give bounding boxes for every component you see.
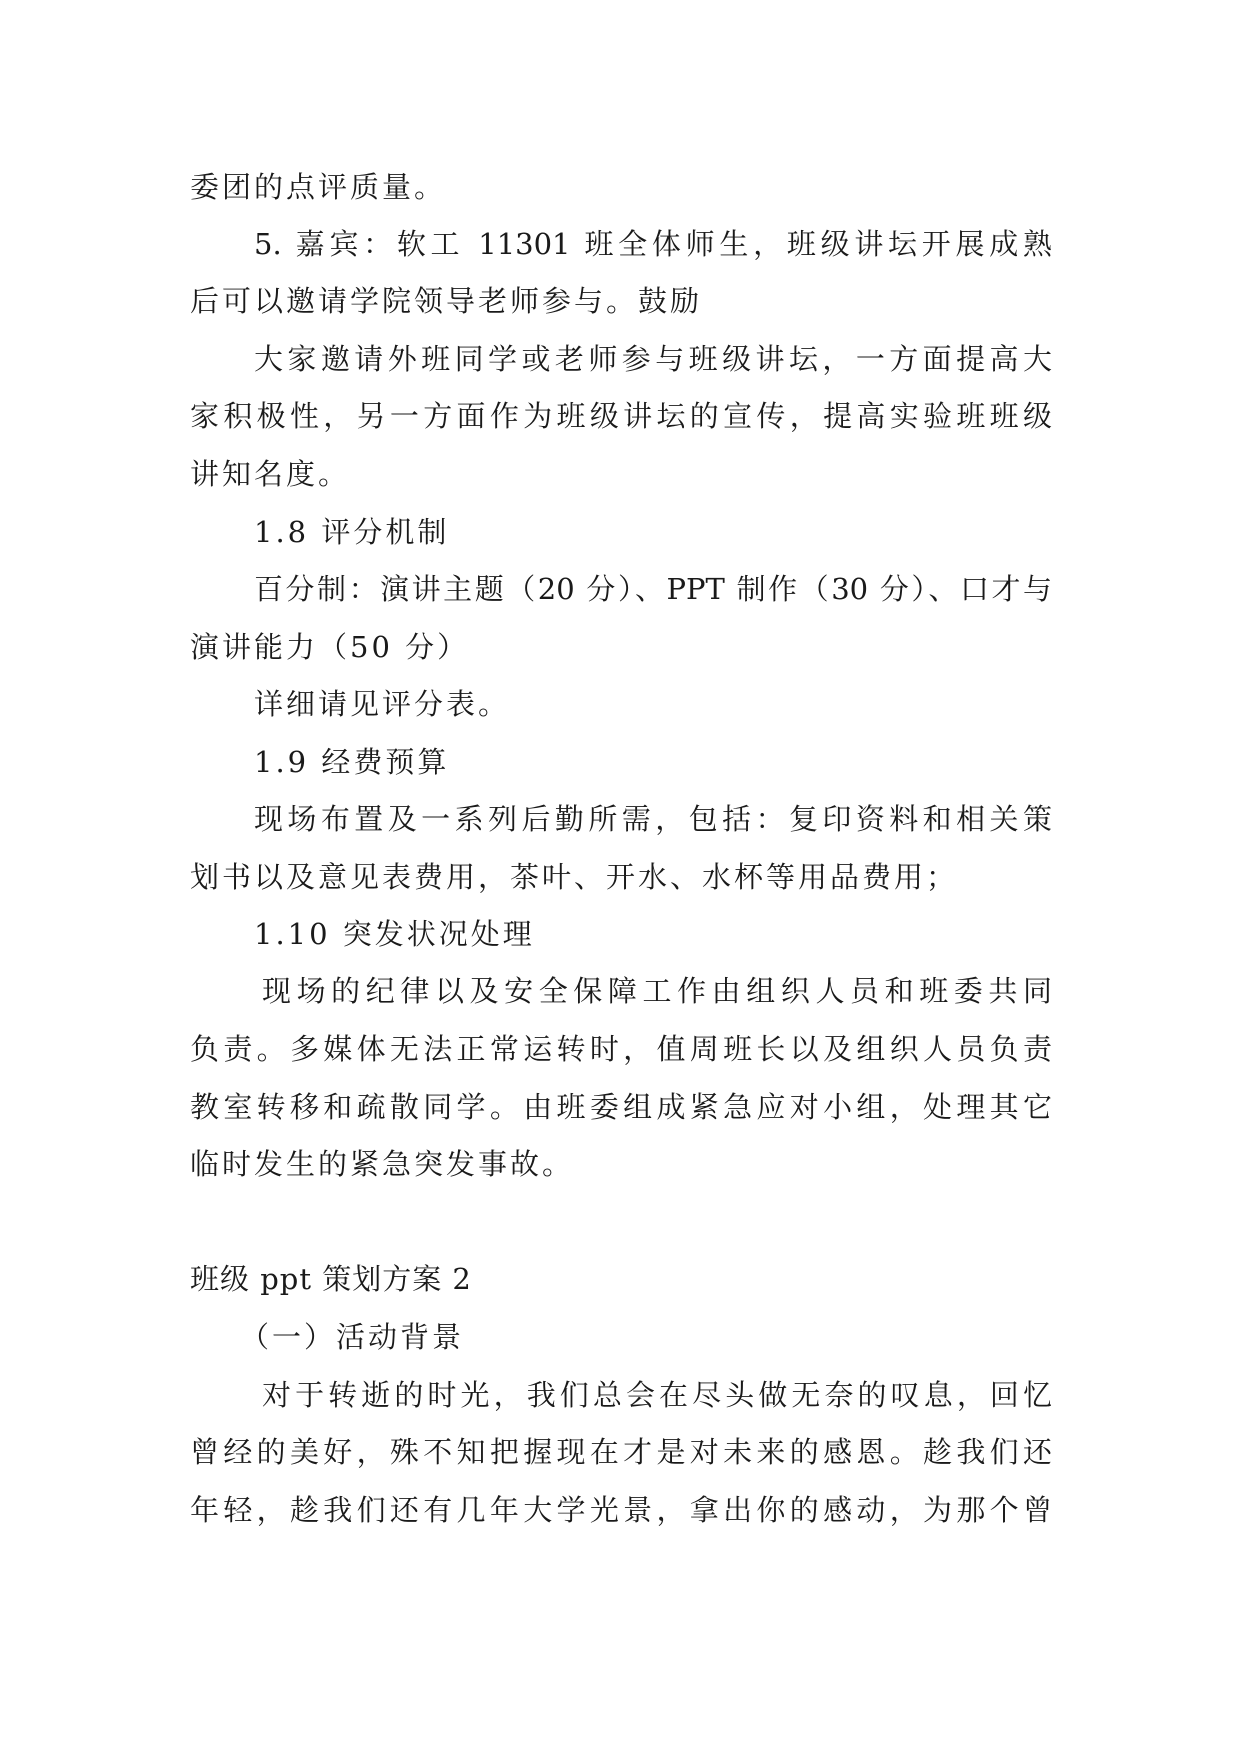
paragraph-line: 年轻，趁我们还有几年大学光景，拿出你的感动，为那个曾 <box>190 1493 1052 1527</box>
guest-item-line: 5. 嘉宾：软工 11301 班全体师生，班级讲坛开展成熟 <box>254 227 1052 261</box>
paragraph-line: 划书以及意见表费用，茶叶、开水、水杯等用品费用； <box>190 860 959 894</box>
paragraph-line: 大家邀请外班同学或老师参与班级讲坛，一方面提高大 <box>254 342 1052 376</box>
paragraph-line: 后可以邀请学院领导老师参与。鼓励 <box>190 284 703 318</box>
document-title: 班级 ppt 策划方案 2 <box>190 1262 472 1296</box>
paragraph-line: 详细请见评分表。 <box>254 687 511 721</box>
section-heading-background: （一）活动背景 <box>240 1320 465 1354</box>
paragraph-line: 负责。多媒体无法正常运转时，值周班长以及组织人员负责 <box>190 1032 1052 1066</box>
paragraph-line: 演讲能力（50 分） <box>190 630 470 664</box>
paragraph-line: 临时发生的紧急突发事故。 <box>190 1147 575 1181</box>
paragraph-line: 委团的点评质量。 <box>190 170 447 204</box>
paragraph-line: 现场布置及一系列后勤所需，包括：复印资料和相关策 <box>254 802 1052 836</box>
section-heading-budget: 1.9 经费预算 <box>254 745 450 779</box>
paragraph-line: 对于转逝的时光，我们总会在尽头做无奈的叹息，回忆 <box>262 1378 1052 1412</box>
paragraph-line: 现场的纪律以及安全保障工作由组织人员和班委共同 <box>262 974 1052 1008</box>
paragraph-line: 曾经的美好，殊不知把握现在才是对未来的感恩。趁我们还 <box>190 1435 1052 1469</box>
section-heading-scoring: 1.8 评分机制 <box>254 515 450 549</box>
paragraph-line: 百分制：演讲主题（20 分）、PPT 制作（30 分）、口才与 <box>254 572 1052 606</box>
section-heading-emergency: 1.10 突发状况处理 <box>254 917 535 951</box>
paragraph-line: 家积极性，另一方面作为班级讲坛的宣传，提高实验班班级 <box>190 399 1052 433</box>
paragraph-line: 讲知名度。 <box>190 457 351 491</box>
paragraph-line: 教室转移和疏散同学。由班委组成紧急应对小组，处理其它 <box>190 1090 1052 1124</box>
